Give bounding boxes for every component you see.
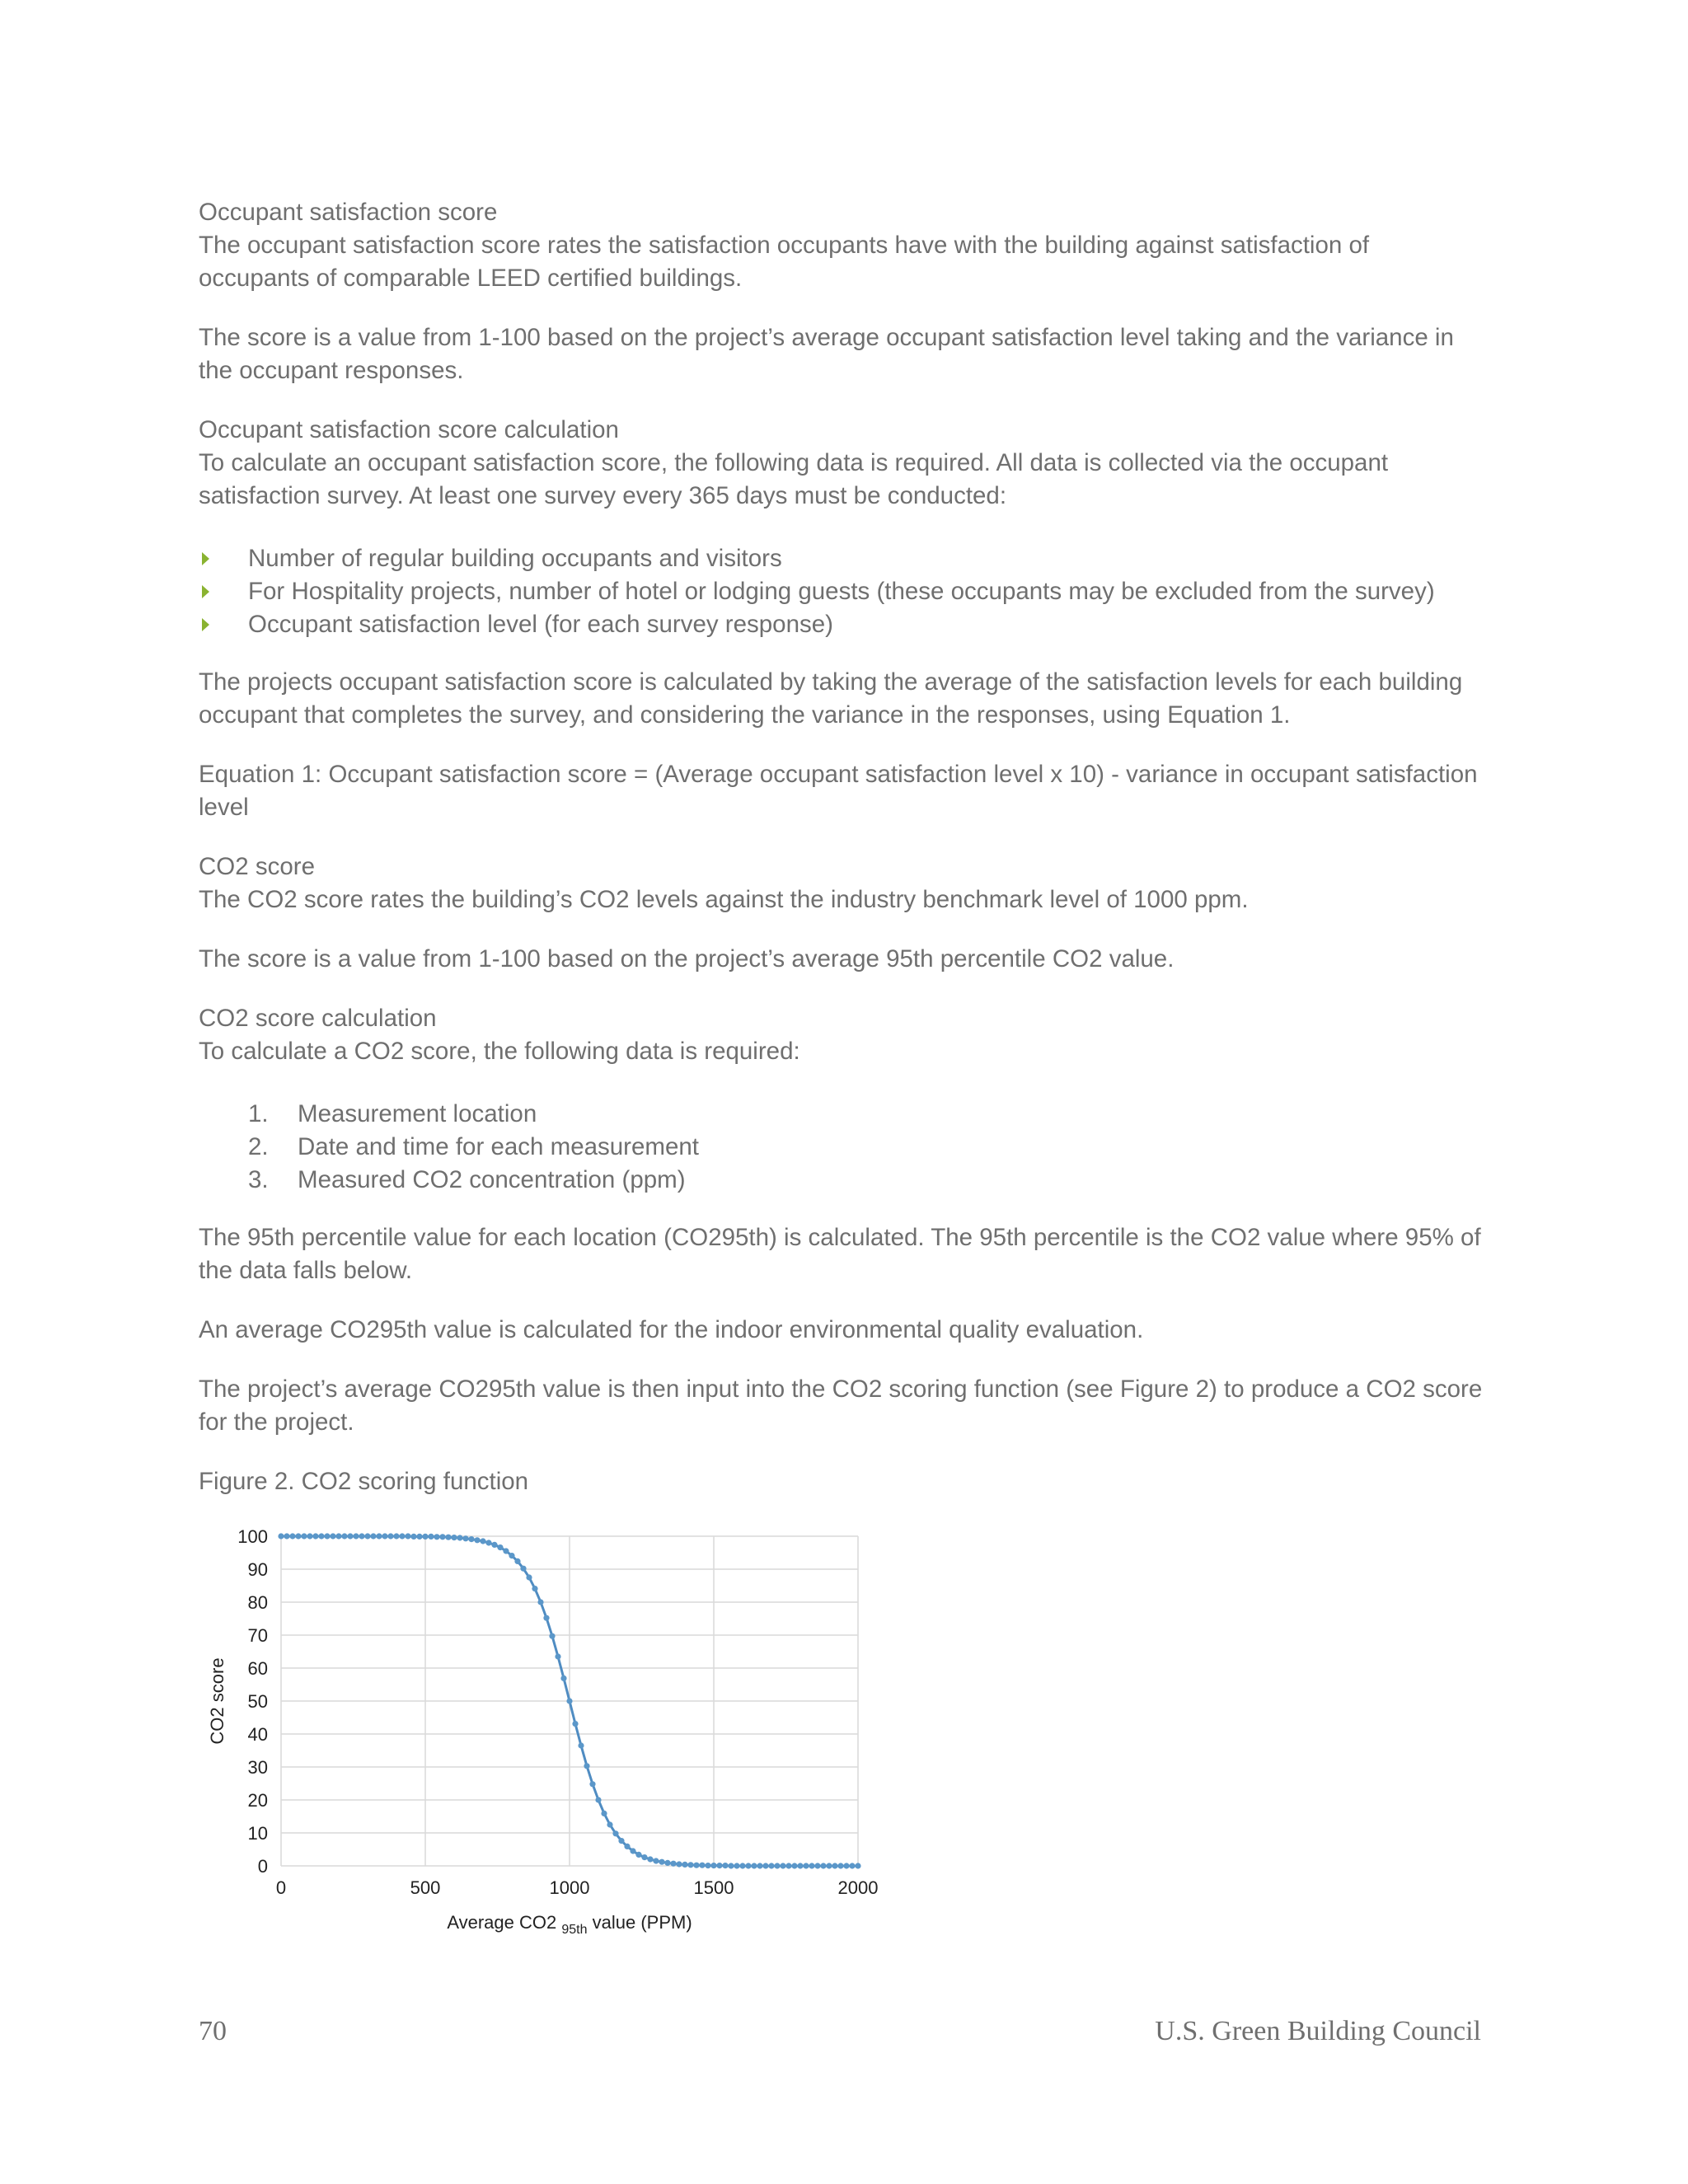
co2-data-list: [199, 1098, 1484, 1197]
data-point: [318, 1533, 324, 1539]
y-tick-labels: [237, 1526, 268, 1877]
y-tick-label: 40: [247, 1724, 268, 1745]
data-point: [312, 1533, 318, 1539]
data-point: [814, 1863, 820, 1868]
data-point: [526, 1574, 532, 1580]
data-point: [549, 1633, 555, 1639]
data-point: [434, 1534, 439, 1540]
data-point: [595, 1797, 601, 1802]
page-number: 70: [199, 2016, 227, 2046]
x-tick-label: 0: [275, 1877, 287, 1898]
data-point: [820, 1863, 826, 1868]
data-point: [705, 1863, 710, 1868]
co2-scoring-chart: [199, 1525, 907, 1970]
document-body: [199, 196, 1484, 1498]
y-tick-label: 60: [247, 1658, 268, 1679]
equation-1: Equation 1: Occupant satisfaction score = (Average occupant satisfaction level x 10) - variance in occupant satisfaction level: [199, 761, 1478, 821]
data-point: [301, 1533, 307, 1539]
data-point: [462, 1535, 468, 1541]
y-axis-label: CO2 score: [207, 1657, 227, 1745]
data-point: [774, 1863, 780, 1868]
data-point: [451, 1535, 457, 1540]
list-item: 2. Date and time for each measurement: [248, 1133, 699, 1160]
chart-svg: [199, 1525, 907, 1970]
figure-caption: Figure 2. CO2 scoring function: [199, 1468, 529, 1495]
x-tick-label: 1500: [693, 1877, 734, 1898]
data-point: [797, 1863, 803, 1868]
data-point: [509, 1553, 514, 1558]
data-point: [676, 1861, 682, 1867]
data-point: [843, 1863, 849, 1868]
data-point: [734, 1863, 739, 1868]
data-point: [324, 1533, 330, 1539]
data-point: [785, 1863, 791, 1868]
data-point: [809, 1863, 814, 1868]
data-point: [780, 1863, 785, 1868]
data-point: [445, 1535, 451, 1540]
data-point: [670, 1861, 676, 1867]
data-point: [630, 1848, 635, 1854]
co2-calc-heading: CO2 score calculation: [199, 1005, 437, 1032]
list-item: Occupant satisfaction level (for each survey response): [199, 608, 1484, 641]
data-point: [653, 1858, 659, 1863]
occupant-calc-heading: Occupant satisfaction score calculation: [199, 416, 619, 443]
data-point: [347, 1533, 353, 1539]
data-point: [641, 1854, 647, 1860]
data-point: [659, 1859, 664, 1865]
data-point: [376, 1533, 382, 1539]
x-tick-labels: [276, 1877, 879, 1898]
data-point: [682, 1862, 687, 1868]
data-point: [739, 1863, 745, 1868]
y-tick-label: 80: [247, 1592, 268, 1613]
data-point: [849, 1863, 855, 1868]
data-point: [745, 1863, 751, 1868]
data-point: [399, 1533, 405, 1539]
x-tick-label: 500: [410, 1877, 441, 1898]
data-point: [428, 1534, 434, 1540]
data-point: [647, 1856, 653, 1862]
x-tick-label: 2000: [837, 1877, 879, 1898]
data-point: [532, 1586, 537, 1591]
data-point: [405, 1533, 410, 1539]
data-point: [330, 1533, 335, 1539]
data-point: [480, 1538, 485, 1544]
data-point: [537, 1599, 543, 1605]
data-point: [728, 1863, 734, 1868]
y-tick-label: 90: [247, 1559, 268, 1580]
data-point: [370, 1533, 376, 1539]
data-point: [572, 1721, 578, 1727]
co2-average-explanation: An average CO295th value is calculated for the indoor environmental quality evaluation.: [199, 1316, 1144, 1343]
bullet-arrow-icon: [202, 585, 209, 598]
list-item: 1. Measurement location: [248, 1100, 537, 1127]
data-point: [341, 1533, 347, 1539]
list-item: Number of regular building occupants and visitors: [199, 542, 1484, 575]
data-point: [791, 1863, 797, 1868]
data-point: [439, 1534, 445, 1540]
bullet-arrow-icon: [202, 618, 209, 631]
data-point: [468, 1536, 474, 1542]
data-point: [589, 1781, 595, 1787]
data-point: [503, 1548, 509, 1554]
data-point: [710, 1863, 716, 1868]
data-point: [716, 1863, 722, 1868]
data-point: [555, 1653, 560, 1659]
co2-scoring-explanation: The project’s average CO295th value is then input into the CO2 scoring function (see Figure 2) to produce a CO2 score for the project.: [199, 1376, 1483, 1436]
co2-percentile-explanation: The 95th percentile value for each location (CO295th) is calculated. The 95th percentile is the CO2 value where 95% of the data falls below.: [199, 1224, 1481, 1284]
data-point: [624, 1844, 630, 1849]
data-point: [751, 1863, 757, 1868]
y-tick-label: 20: [247, 1790, 268, 1811]
data-point: [295, 1533, 301, 1539]
data-point: [364, 1533, 370, 1539]
data-point: [284, 1533, 289, 1539]
bullet-arrow-icon: [202, 552, 209, 565]
y-tick-label: 50: [247, 1691, 268, 1712]
x-tick-label: 1000: [549, 1877, 590, 1898]
y-tick-label: 10: [247, 1823, 268, 1844]
data-point: [278, 1533, 284, 1539]
data-point: [422, 1534, 428, 1540]
data-point: [855, 1863, 860, 1868]
data-point: [618, 1838, 624, 1844]
data-point: [416, 1534, 422, 1540]
data-point: [664, 1860, 670, 1866]
data-point: [359, 1533, 364, 1539]
data-point: [635, 1852, 641, 1858]
data-point: [387, 1533, 393, 1539]
data-point: [457, 1535, 462, 1540]
data-point: [474, 1537, 480, 1543]
list-item: 3. Measured CO2 concentration (ppm): [248, 1166, 686, 1193]
data-point: [578, 1742, 584, 1748]
co2-calc-intro: To calculate a CO2 score, the following data is required:: [199, 1038, 800, 1065]
footer-organization: U.S. Green Building Council: [1155, 2016, 1481, 2046]
occupant-data-list: [199, 542, 1484, 641]
data-point: [693, 1863, 699, 1868]
data-point: [832, 1863, 837, 1868]
data-point: [612, 1830, 618, 1836]
data-point: [497, 1544, 503, 1550]
data-point: [353, 1533, 359, 1539]
occupant-satisfaction-intro: The occupant satisfaction score rates the satisfaction occupants have with the building against satisfaction of occupants of comparable LEED certified buildings.: [199, 232, 1370, 292]
data-point: [485, 1540, 491, 1545]
occupant-calc-intro: To calculate an occupant satisfaction score, the following data is required. All data is collected via the occupant satisfaction survey. At least one survey every 365 days must be conducted:: [199, 449, 1389, 509]
data-point: [722, 1863, 728, 1868]
list-item: For Hospitality projects, number of hotel or lodging guests (these occupants may be excluded from the survey): [199, 575, 1484, 608]
data-point: [584, 1763, 589, 1769]
data-point: [837, 1863, 843, 1868]
data-point: [307, 1533, 312, 1539]
data-point: [768, 1863, 774, 1868]
data-point: [566, 1698, 572, 1704]
y-tick-label: 0: [257, 1856, 268, 1877]
data-point: [601, 1811, 607, 1816]
data-point: [560, 1675, 566, 1681]
y-tick-label: 30: [247, 1757, 268, 1778]
data-point: [514, 1558, 520, 1564]
co2-range: The score is a value from 1-100 based on the project’s average 95th percentile CO2 value.: [199, 945, 1175, 972]
y-tick-label: 70: [247, 1625, 268, 1646]
occupant-calc-method: The projects occupant satisfaction score is calculated by taking the average of the satisfaction levels for each building occupant that completes the survey, and considering the variance in the responses, using Equation 1.: [199, 668, 1463, 729]
data-point: [410, 1534, 416, 1540]
data-point: [687, 1862, 693, 1868]
data-point: [491, 1542, 497, 1548]
y-tick-label: 100: [237, 1526, 268, 1547]
co2-intro: The CO2 score rates the building’s CO2 levels against the industry benchmark level of 1000 ppm.: [199, 886, 1249, 913]
data-point: [826, 1863, 832, 1868]
data-point: [393, 1533, 399, 1539]
data-point: [520, 1566, 526, 1572]
data-point: [607, 1821, 612, 1827]
occupant-satisfaction-range: The score is a value from 1-100 based on the project’s average occupant satisfaction level taking and the variance in the occupant responses.: [199, 324, 1454, 384]
data-point: [382, 1533, 387, 1539]
x-axis-label: Average CO2 $_{95th}$ value (PPM): [447, 1912, 692, 1937]
data-point: [543, 1615, 549, 1621]
data-point: [762, 1863, 768, 1868]
data-point: [803, 1863, 809, 1868]
data-point: [757, 1863, 762, 1868]
occupant-satisfaction-heading: Occupant satisfaction score: [199, 199, 498, 226]
co2-heading: CO2 score: [199, 853, 315, 880]
data-point: [289, 1533, 295, 1539]
data-point: [699, 1863, 705, 1868]
data-point: [335, 1533, 341, 1539]
